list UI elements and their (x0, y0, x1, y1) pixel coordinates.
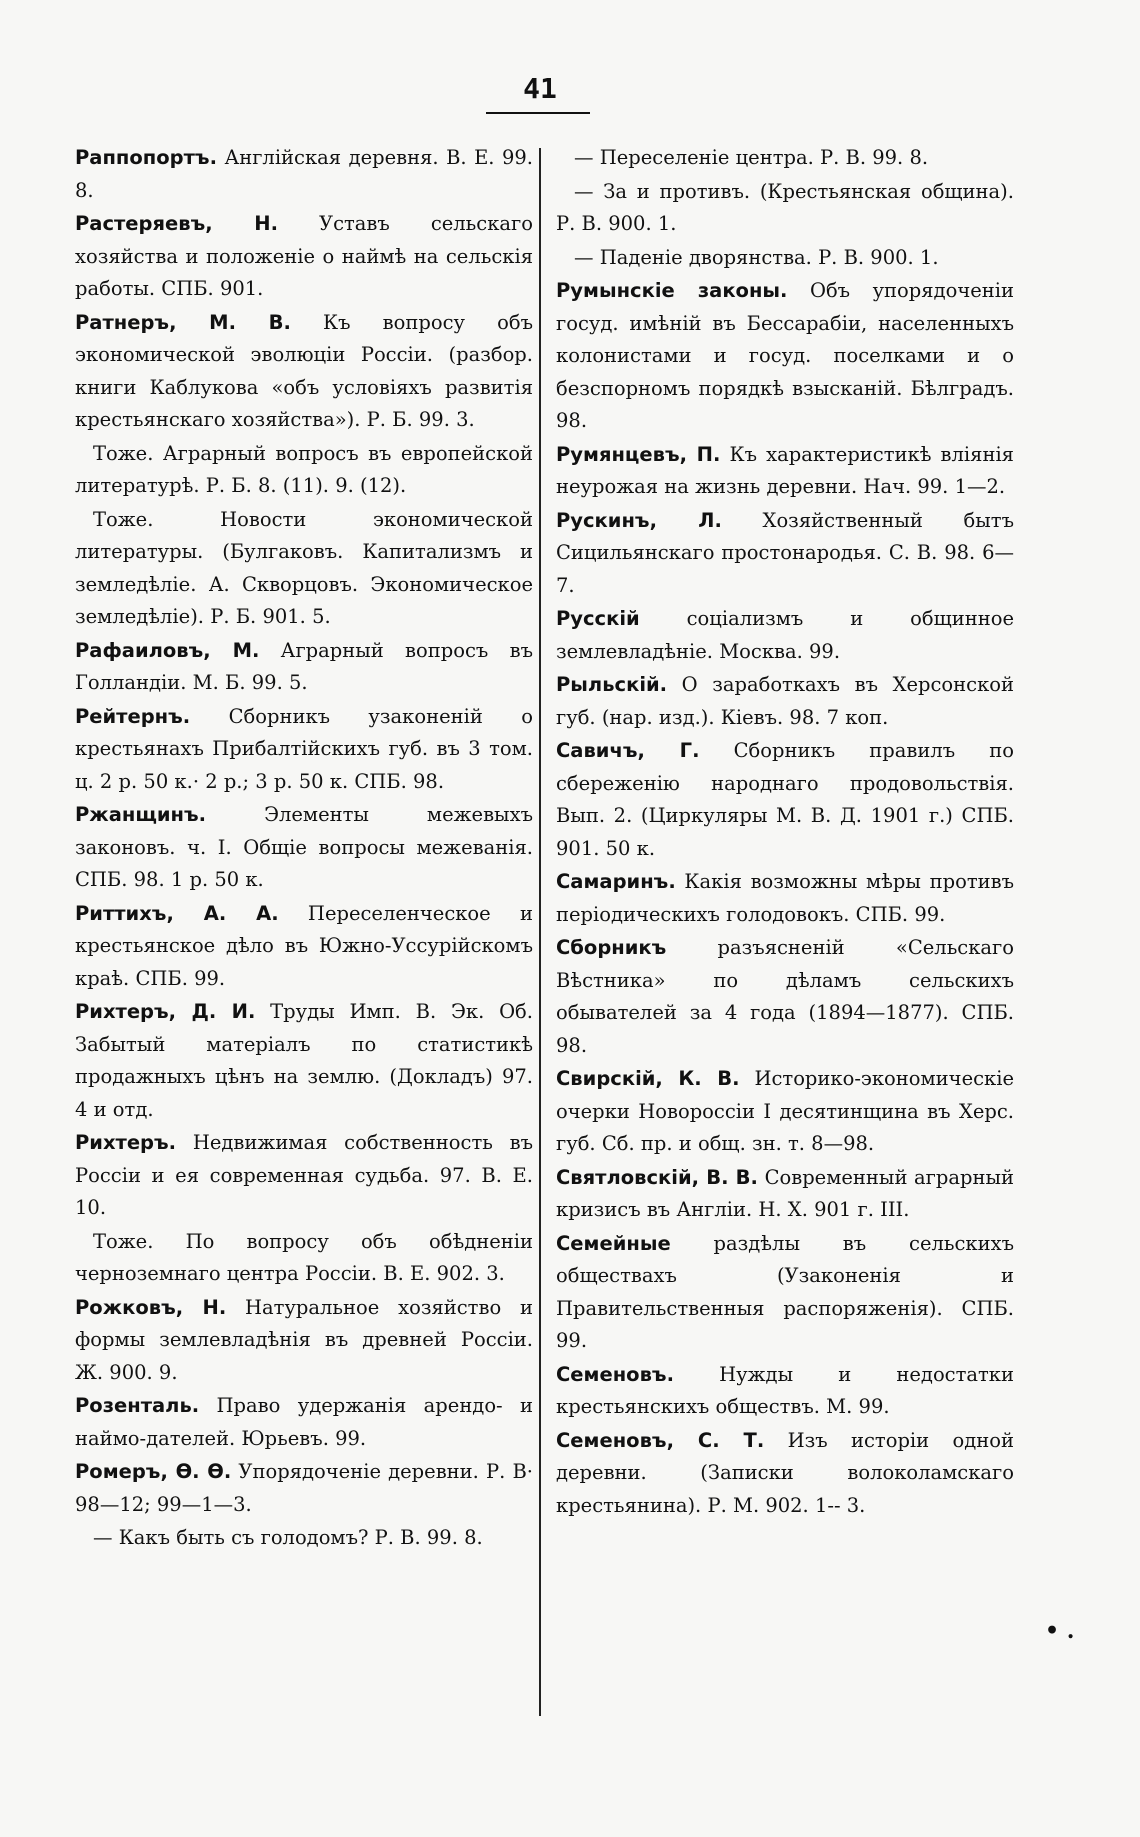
bibliography-entry (75, 635, 533, 700)
entry-author: Румянцевъ, П. (556, 442, 721, 466)
entry-author: Растеряевъ, Н. (75, 212, 278, 235)
bibliography-entry (75, 307, 533, 437)
page-number: 41 (523, 72, 557, 105)
bibliography-entry (556, 439, 1014, 504)
bibliography-entry (75, 142, 533, 207)
bibliography-entry (556, 1162, 1014, 1227)
entry-text: Переселенческое и крестьянское дѣло въ Южно-Уссурійскомъ краѣ. СПБ. 99. (75, 901, 533, 990)
bibliography-entry (75, 898, 533, 996)
entry-text: разъясненій «Сельскаго Вѣстника» по дѣламъ сельскихъ обывателей за 4 года (1894—1877). СПБ. 98. (556, 936, 1014, 1057)
bibliography-entry (556, 866, 1014, 931)
bibliography-entry (556, 669, 1014, 734)
entry-text: Упорядоченіе деревни. Р. В· 98—12; 99—1—3. (75, 1460, 533, 1516)
entry-author: Русскій (556, 607, 640, 630)
bibliography-entry (75, 504, 533, 634)
entry-author: Семейные (556, 1231, 671, 1255)
entry-author: Самаринъ. (556, 870, 676, 893)
bibliography-entry (556, 176, 1014, 241)
bibliography-entry (75, 1226, 533, 1291)
column-divider (539, 148, 541, 1716)
entry-text: Хозяйственный бытъ Сицильянскаго простонародья. С. В. 98. 6—7. (556, 508, 1014, 597)
entry-text: Къ характеристикѣ вліянія неурожая на жизнь деревни. Нач. 99. 1—2. (556, 442, 1014, 498)
entry-author: Свирскій, К. В. (556, 1067, 740, 1090)
entry-author: Рожковъ, Н. (75, 1295, 227, 1319)
entry-text: Право удержанія арендо- и наймо-дателей. Юрьевъ. 99. (75, 1394, 533, 1450)
bibliography-entry (75, 208, 533, 306)
entry-author: Розенталь. (75, 1394, 200, 1417)
entry-text: раздѣлы въ сельскихъ обществахъ (Узаконенія и Правительственныя распоряженія). СПБ. 99. (556, 1231, 1014, 1352)
entry-author: Святловскій, В. В. (556, 1165, 758, 1189)
entry-author: Рихтеръ, Д. И. (75, 1000, 256, 1023)
bibliography-entry (75, 1292, 533, 1390)
entry-text: Труды Имп. В. Эк. Об. Забытый матеріалъ по статистикѣ продажныхъ цѣнъ на землю. (Докладъ) 97. 4 и отд. (75, 1000, 533, 1121)
entry-text: Изъ исторіи одной деревни. (Записки волоколамскаго крестьянина). Р. М. 902. 1-- 3. (556, 1428, 1014, 1517)
bibliography-entry (75, 996, 533, 1126)
entry-author: Ратнеръ, М. В. (75, 310, 291, 334)
entry-text: Нужды и недостатки крестьянскихъ обществъ. М. 99. (556, 1362, 1014, 1418)
bibliography-entry (556, 735, 1014, 865)
left-column (75, 142, 533, 1556)
entry-text: Аграрный вопросъ въ Голландіи. М. Б. 99. 5. (75, 638, 533, 694)
bibliography-entry (556, 142, 1014, 175)
entry-text: — Какъ быть съ голодомъ? Р. В. 99. 8. (93, 1526, 483, 1549)
entry-author: Семеновъ, С. Т. (556, 1428, 765, 1452)
entry-text: Современный аграрный кризисъ въ Англіи. Н. Х. 901 г. III. (556, 1165, 1014, 1221)
bibliography-entry (556, 505, 1014, 603)
bibliography-entry (75, 799, 533, 897)
entry-author: Рускинъ, Л. (556, 508, 722, 532)
entry-text: Сборникъ правилъ по сбереженію народнаго продовольствія. Вып. 2. (Циркуляры М. В. Д. 1901 г.) СПБ. 901. 50 к. (556, 739, 1015, 860)
entry-author: Риттихъ, А. А. (75, 901, 279, 925)
entry-text: Историко-экономическіе очерки Новороссіи I десятинщина въ Херс. губ. Сб. пр. и общ. зн. т. 8—98. (556, 1067, 1014, 1155)
bibliography-entry (556, 603, 1014, 668)
bibliography-entry (556, 1228, 1014, 1358)
entry-text: Недвижимая собственность въ Россіи и ея современная судьба. 97. В. Е. 10. (75, 1131, 533, 1219)
entry-author: Ржанщинъ. (75, 803, 207, 826)
entry-text: Натуральное хозяйство и формы землевладѣнія въ древней Россіи. Ж. 900. 9. (75, 1295, 533, 1384)
entry-text: — Переселеніе центра. Р. В. 99. 8. (574, 146, 929, 169)
entry-author: Сборникъ (556, 936, 667, 959)
entry-text: соціализмъ и общинное землевладѣніе. Москва. 99. (556, 607, 1014, 663)
entry-author: Рейтернъ. (75, 704, 191, 728)
entry-author: Семеновъ. (556, 1362, 674, 1386)
entry-text: Тоже. Аграрный вопросъ въ европейской литературѣ. Р. Б. 8. (11). 9. (12). (75, 441, 533, 497)
bibliography-entry (75, 438, 533, 503)
entry-text: Къ вопросу объ экономической эволюціи Россіи. (разбор. книги Каблукова «объ условіяхъ развитія крестьянскаго хозяйства»). Р. Б. 99. 3. (75, 310, 533, 431)
bibliography-entry (556, 1425, 1014, 1523)
entry-author: Раппопортъ. (75, 146, 217, 169)
bibliography-entry (556, 242, 1014, 275)
entry-author: Савичъ, Г. (556, 739, 700, 762)
bibliography-entry (75, 1456, 533, 1521)
entry-text: Тоже. По вопросу объ обѣдненіи черноземнаго центра Россіи. В. Е. 902. 3. (75, 1229, 533, 1285)
entry-text: — Паденіе дворянства. Р. В. 900. 1. (574, 245, 939, 269)
entry-text: — За и противъ. (Крестьянская община). Р. В. 900. 1. (556, 179, 1014, 235)
entry-text: Уставъ сельскаго хозяйства и положеніе о наймѣ на сельскія работы. СПБ. 901. (75, 212, 533, 300)
entry-author: Рафаиловъ, М. (75, 638, 260, 662)
entry-text: Сборникъ узаконеній о крестьянахъ Прибалтійскихъ губ. въ 3 том. ц. 2 р. 50 к.· 2 р.; 3 р. 50 к. СПБ. 98. (75, 704, 533, 793)
entry-text: Объ упорядоченіи госуд. имѣній въ Бессарабіи, населенныхъ колонистами и госуд. поселками и о безспорномъ порядкѣ взысканій. Бѣлградъ. 98. (556, 279, 1014, 432)
entry-text: Элементы межевыхъ законовъ. ч. I. Общіе вопросы межеванія. СПБ. 98. 1 р. 50 к. (75, 803, 533, 891)
bibliography-entry (75, 1127, 533, 1225)
bibliography-entry (75, 1390, 533, 1455)
entry-text: Англійская деревня. В. Е. 99. 8. (75, 146, 533, 202)
entry-author: Румынскіе законы. (556, 279, 788, 302)
margin-dots: • . (1045, 1618, 1075, 1644)
bibliography-entry (75, 1522, 533, 1555)
bibliography-entry (556, 1063, 1014, 1161)
right-column (556, 142, 1014, 1523)
bibliography-entry (556, 1359, 1014, 1424)
entry-text: О заработкахъ въ Херсонской губ. (нар. изд.). Кіевъ. 98. 7 коп. (556, 673, 1014, 729)
bibliography-entry (556, 932, 1014, 1062)
bibliography-entry (556, 275, 1014, 438)
entry-text: Какія возможны мѣры противъ періодическихъ голодовокъ. СПБ. 99. (556, 870, 1014, 926)
header-rule (486, 112, 590, 114)
bibliography-entry (75, 701, 533, 799)
entry-text: Тоже. Новости экономической литературы. (Булгаковъ. Капитализмъ и земледѣліе. А. Скворцовъ. Экономическое земледѣліе). Р. Б. 901. 5. (75, 507, 533, 628)
entry-author: Рыльскій. (556, 673, 668, 696)
entry-author: Рихтеръ. (75, 1131, 177, 1154)
entry-author: Ромеръ, Ѳ. Ѳ. (75, 1460, 232, 1483)
